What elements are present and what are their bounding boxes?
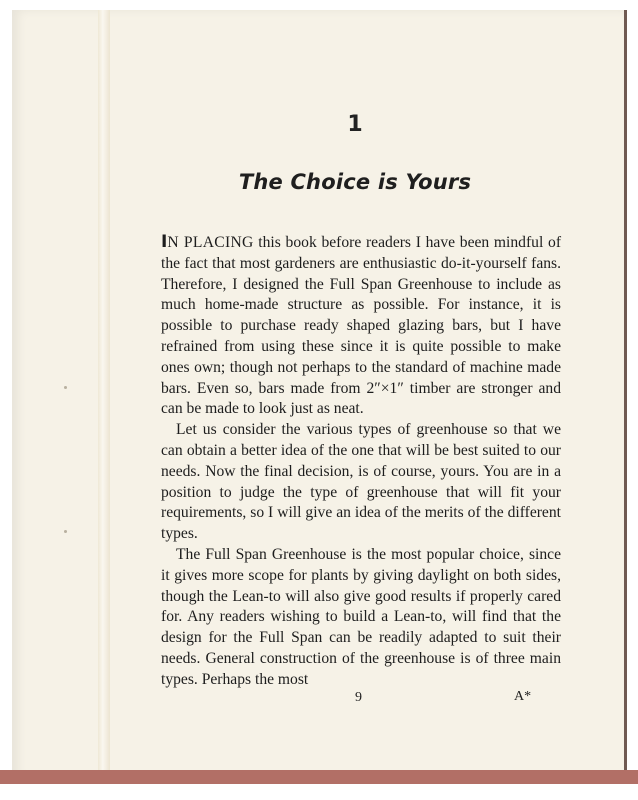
paragraph-2: Let us consider the various types of greenhouse so that we can obtain a better idea of the one that will be best suited to our needs. Now the final decision, is of course, yours. You are in a position to judge the type of greenhouse that will fit your requirements, so I will give an idea of the merits of the different types. bbox=[161, 421, 561, 543]
book-cover-edge bbox=[0, 770, 638, 784]
paper-speck bbox=[64, 386, 67, 389]
chapter-title: The Choice is Yours bbox=[238, 170, 472, 194]
paper-speck bbox=[64, 530, 67, 533]
paragraph-1 bbox=[161, 232, 561, 420]
signature-mark: A* bbox=[514, 689, 532, 704]
bottom-margin bbox=[0, 784, 638, 800]
drop-cap: I bbox=[161, 232, 168, 252]
page-number: 9 bbox=[355, 690, 362, 705]
top-margin bbox=[12, 0, 112, 10]
body-text bbox=[161, 232, 561, 691]
paragraph-1-text: this book before readers I have been mindful of the fact that most gardeners are enthusiastic do-it-yourself fans. Therefore, I designed the Full Span Greenhouse to include as much home-made structure as possible. For instance, it is possible to purchase ready shaped glazing bars, but I have refrained from using these since it is quite possible to make ones own; though not perhaps to the standard of machine made bars. Even so, bars made from 2″×1″ timber are stronger and can be made to look just as neat. bbox=[161, 234, 562, 418]
paragraph-3: The Full Span Greenhouse is the most popular choice, since it gives more scope for plants by giving daylight on both sides, though the Lean-to will also give good results if properly cared for. Any readers wishing to build a Lean-to, will find that the design for the Full Span can be readily adapted to suit their needs. General construction of the greenhouse is of three main types. Perhaps the most bbox=[161, 545, 561, 688]
chapter-number: 1 bbox=[347, 112, 363, 137]
lead-in-smallcaps: N PLACING bbox=[167, 234, 254, 251]
page-gutter bbox=[98, 10, 110, 780]
